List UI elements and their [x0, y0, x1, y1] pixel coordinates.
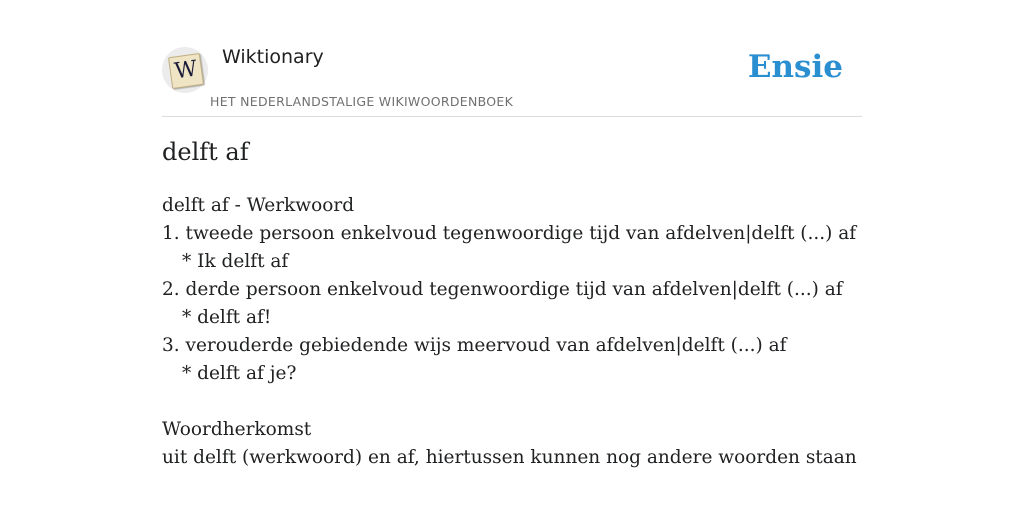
logo-letter: W [172, 56, 199, 85]
ensie-brand-logo[interactable]: Ensie [747, 49, 843, 85]
definition-3: 3. verouderde gebiedende wijs meervoud van afdelven|delft (...) af [162, 335, 787, 356]
definition-1: 1. tweede persoon enkelvoud tegenwoordige tijd van afdelven|delft (...) af [162, 223, 857, 244]
spacer [162, 388, 857, 416]
logo-tile-icon [168, 53, 204, 89]
site-header [162, 44, 862, 117]
example-3: * delft af je? [182, 363, 297, 384]
site-tagline: HET NEDERLANDSTALIGE WIKIWOORDENBOEK [210, 94, 514, 109]
entry-content [162, 192, 857, 472]
site-name[interactable]: Wiktionary [222, 46, 324, 68]
page-title: delft af [162, 138, 249, 166]
entry-heading: delft af - Werkwoord [162, 195, 355, 216]
etymology-text: uit delft (werkwoord) en af, hiertussen kunnen nog andere woorden staan [162, 447, 857, 468]
definition-2: 2. derde persoon enkelvoud tegenwoordige tijd van afdelven|delft (...) af [162, 279, 843, 300]
example-1: * Ik delft af [182, 251, 289, 272]
example-2: * delft af! [182, 307, 272, 328]
wiktionary-logo[interactable] [162, 47, 208, 93]
etymology-heading: Woordherkomst [162, 419, 312, 440]
